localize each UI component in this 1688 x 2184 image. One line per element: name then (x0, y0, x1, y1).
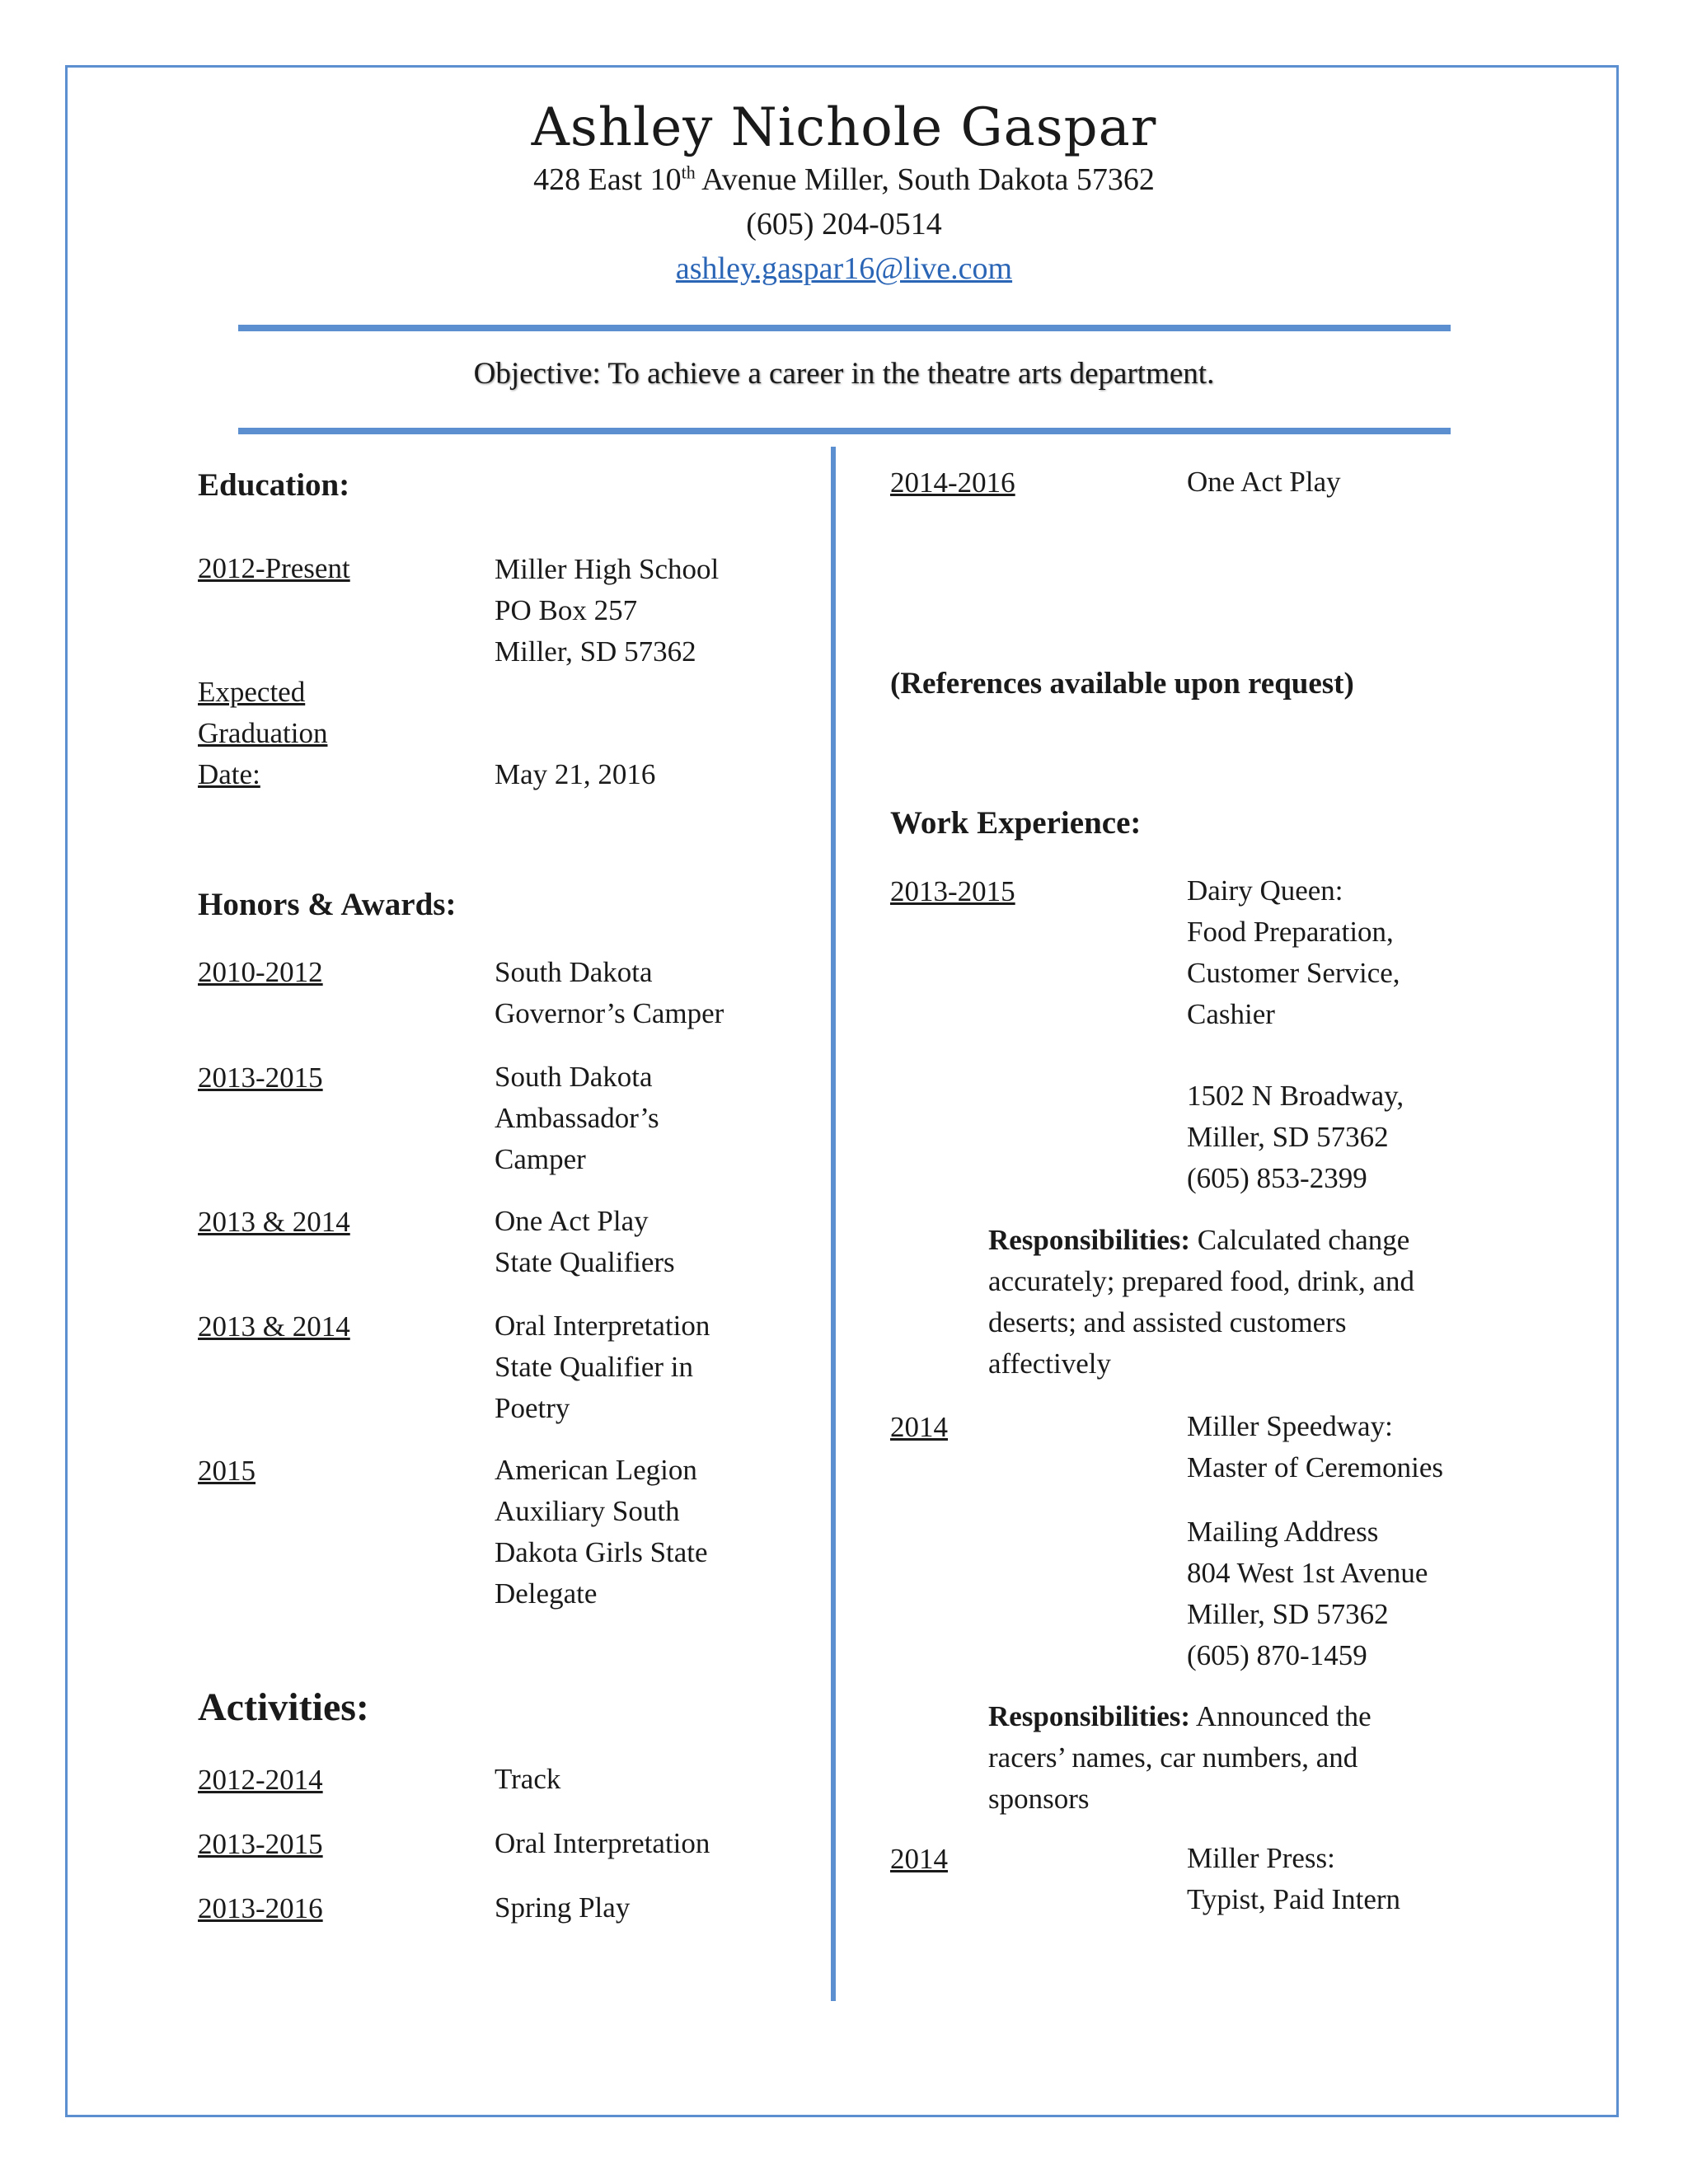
job-title-line: Food Preparation, (1187, 916, 1394, 948)
honor-date: 2013-2015 (198, 1062, 323, 1094)
honor-line: Camper (495, 1143, 586, 1175)
honor-line: Oral Interpretation (495, 1310, 710, 1342)
work-heading: Work Experience: (890, 805, 1142, 841)
address-part-1: 428 East 10 (533, 162, 682, 197)
honor-line: South Dakota (495, 1061, 653, 1093)
graduation-label (198, 672, 327, 795)
responsibilities-text: affectively (988, 1347, 1111, 1380)
honor-item (495, 1305, 710, 1429)
address-ordinal: th (681, 162, 696, 183)
job-title-line: Cashier (1187, 998, 1275, 1030)
honor-line: Delegate (495, 1577, 598, 1610)
job-title-line: Miller Press: (1187, 1842, 1335, 1874)
honor-item (495, 1057, 659, 1180)
honor-line: State Qualifiers (495, 1246, 675, 1278)
job-title (1187, 1838, 1400, 1920)
school-line: Miller High School (495, 553, 720, 585)
graduation-date: May 21, 2016 (495, 758, 656, 790)
job-address-line: Miller, SD 57362 (1187, 1121, 1389, 1153)
responsibilities-label: Responsibilities: (988, 1700, 1191, 1732)
responsibilities-text: accurately; prepared food, drink, and (988, 1265, 1414, 1297)
job-responsibilities (988, 1220, 1414, 1385)
activities-heading: Activities: (198, 1685, 369, 1729)
activity-date: 2013-2016 (198, 1892, 323, 1924)
job-date: 2014 (890, 1843, 948, 1875)
education-heading: Education: (198, 467, 350, 503)
honor-date: 2013 & 2014 (198, 1206, 350, 1238)
education-date: 2012-Present (198, 552, 350, 584)
activity-name: Oral Interpretation (495, 1827, 710, 1859)
references-note: (References available upon request) (890, 667, 1354, 701)
job-responsibilities (988, 1696, 1372, 1820)
honor-line: One Act Play (495, 1205, 649, 1237)
column-divider (831, 447, 836, 2001)
honors-heading: Honors & Awards: (198, 887, 457, 922)
job-title-line: Typist, Paid Intern (1187, 1883, 1401, 1915)
grad-label-line: Expected (198, 676, 306, 708)
honor-line: Ambassador’s (495, 1102, 659, 1134)
honor-line: Governor’s Camper (495, 997, 724, 1029)
phone-number: (605) 204-0514 (746, 207, 942, 241)
job-address-line: 804 West 1st Avenue (1187, 1557, 1428, 1589)
activity-name: One Act Play (1187, 466, 1341, 498)
job-date: 2013-2015 (890, 875, 1015, 907)
honor-line: South Dakota (495, 956, 653, 988)
honor-item (495, 1201, 675, 1283)
job-address (1187, 1076, 1404, 1199)
activity-name: Track (495, 1763, 561, 1795)
honor-line: State Qualifier in (495, 1351, 694, 1383)
school-line: Miller, SD 57362 (495, 635, 696, 668)
job-address-line: (605) 853-2399 (1187, 1162, 1367, 1194)
address (0, 162, 1688, 198)
grad-label-line: Graduation (198, 717, 328, 749)
job-title-line: Miller Speedway: (1187, 1410, 1393, 1442)
bottom-divider (238, 428, 1451, 434)
activity-date: 2013-2015 (198, 1828, 323, 1860)
job-address (1187, 1511, 1428, 1676)
honor-line: Poetry (495, 1392, 570, 1424)
honor-date: 2015 (198, 1455, 256, 1487)
honor-line: Auxiliary South (495, 1495, 680, 1527)
activity-date: 2012-2014 (198, 1764, 323, 1796)
top-divider (238, 325, 1451, 331)
honor-date: 2010-2012 (198, 956, 323, 988)
responsibilities-text: deserts; and assisted customers (988, 1306, 1347, 1338)
honor-item (495, 1450, 708, 1615)
job-date: 2014 (890, 1411, 948, 1443)
job-address-line: 1502 N Broadway, (1187, 1080, 1404, 1112)
responsibilities-text: Announced the (1190, 1700, 1372, 1732)
responsibilities-label: Responsibilities: (988, 1224, 1191, 1256)
job-address-line: Miller, SD 57362 (1187, 1598, 1389, 1630)
honor-item (495, 952, 724, 1034)
activity-date: 2014-2016 (890, 466, 1015, 499)
grad-label-line: Date: (198, 758, 260, 790)
objective: Objective: To achieve a career in the theatre arts department. (473, 357, 1215, 391)
responsibilities-text: Calculated change (1190, 1224, 1410, 1256)
responsibilities-text: sponsors (988, 1783, 1090, 1815)
responsibilities-text: racers’ names, car numbers, and (988, 1741, 1358, 1774)
job-title (1187, 1406, 1443, 1488)
honor-line: Dakota Girls State (495, 1536, 708, 1568)
job-address-line: (605) 870-1459 (1187, 1639, 1367, 1671)
address-part-2: Avenue Miller, South Dakota 57362 (695, 162, 1155, 197)
school-line: PO Box 257 (495, 594, 638, 626)
email (0, 251, 1688, 287)
job-address-line: Mailing Address (1187, 1516, 1379, 1548)
job-title-line: Master of Ceremonies (1187, 1451, 1444, 1483)
job-title (1187, 870, 1400, 1035)
email-link[interactable]: ashley.gaspar16@live.com (675, 251, 1013, 286)
applicant-name: Ashley Nichole Gaspar (531, 97, 1157, 158)
job-title-line: Customer Service, (1187, 957, 1400, 989)
honor-date: 2013 & 2014 (198, 1310, 350, 1343)
honor-line: American Legion (495, 1454, 697, 1486)
activity-name: Spring Play (495, 1891, 631, 1924)
school-info (495, 549, 719, 673)
job-title-line: Dairy Queen: (1187, 874, 1343, 907)
